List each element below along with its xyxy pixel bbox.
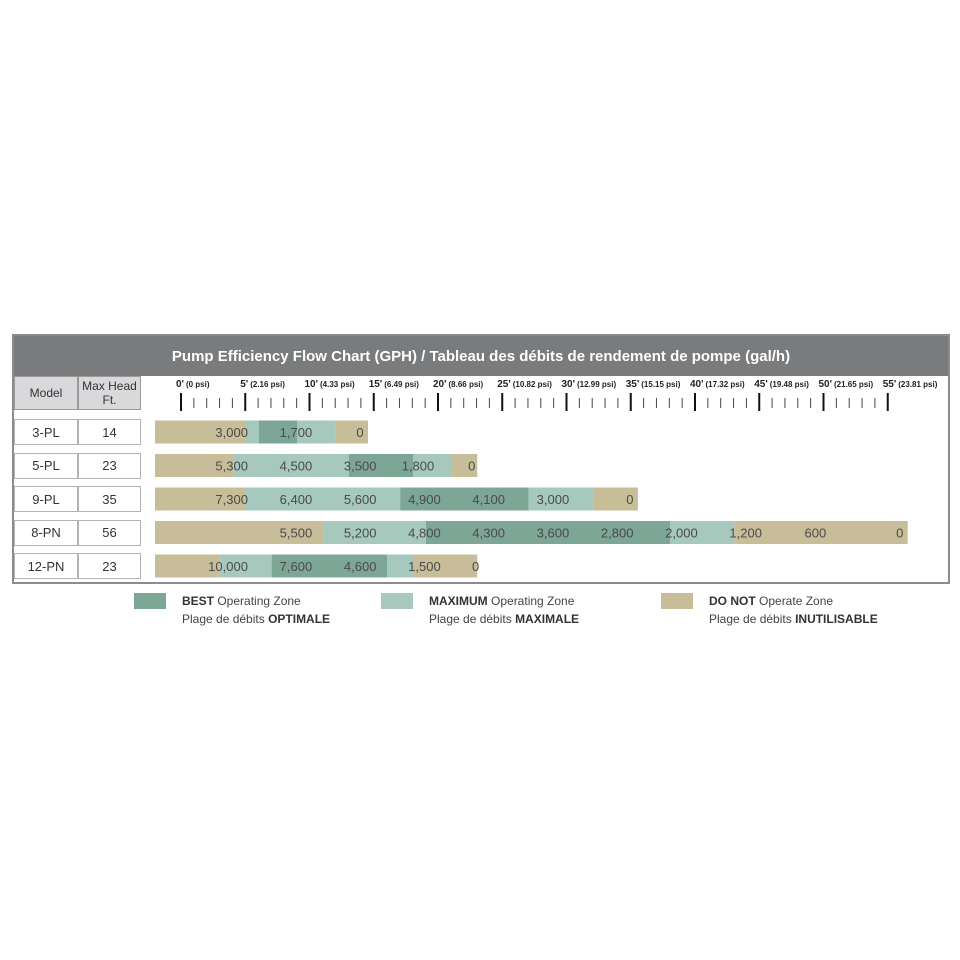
- axis-tick-psi: (19.48 psi): [769, 380, 809, 389]
- axis-tick-psi: (12.99 psi): [577, 380, 617, 389]
- axis-tick-psi: (10.82 psi): [512, 380, 552, 389]
- flow-value-label: 3,600: [536, 525, 570, 541]
- flow-value-label: 0: [356, 425, 364, 440]
- model-cell: 5-PL: [14, 453, 78, 479]
- axis-tick-label: [176, 379, 210, 390]
- axis-tick-label: [305, 379, 356, 390]
- axis-tick-feet: 45': [754, 379, 768, 390]
- axis-tick-feet: 15': [368, 379, 383, 390]
- axis-tick-label: [562, 379, 617, 390]
- flow-value-label: 0: [896, 525, 904, 541]
- legend-swatch: [134, 593, 166, 609]
- header-max-head: Max Head Ft.: [78, 376, 141, 410]
- max-head-cell: 14: [78, 419, 141, 445]
- legend-item-maximum: [381, 592, 579, 628]
- flow-value-label: 0: [472, 559, 480, 574]
- flow-value-label: 4,800: [408, 525, 441, 541]
- flow-value-label: 5,200: [343, 525, 377, 541]
- flow-value-label: 5,300: [215, 458, 248, 474]
- axis-tick-feet: 55': [882, 379, 897, 390]
- axis-tick-label: [754, 379, 809, 390]
- axis-tick-psi: (23.81 psi): [898, 380, 938, 389]
- flow-value-label: 4,300: [472, 525, 505, 541]
- legend: [0, 592, 960, 632]
- flow-value-label: 3,000: [215, 425, 248, 440]
- chart-svg: [14, 336, 948, 582]
- model-cell: 9-PL: [14, 486, 78, 512]
- flow-value-label: 1,500: [408, 559, 441, 574]
- legend-line-fr: Plage de débits INUTILISABLE: [709, 612, 878, 626]
- flow-value-label: 5,600: [343, 492, 377, 507]
- legend-text: [182, 592, 330, 628]
- model-cell: 3-PL: [14, 419, 78, 445]
- chart-title: Pump Efficiency Flow Chart (GPH) / Tableau des débits de rendement de pompe (gal/h): [171, 347, 791, 365]
- axis-tick-psi: (2.16 psi): [250, 380, 285, 389]
- axis-tick-label: [883, 379, 938, 390]
- axis-tick-feet: 20': [433, 379, 447, 390]
- legend-swatch: [661, 593, 693, 609]
- legend-item-do-not: [661, 592, 878, 628]
- axis-tick-psi: (4.33 psi): [320, 380, 355, 389]
- axis-tick-feet: 10': [304, 379, 319, 390]
- axis-tick-psi: (15.15 psi): [641, 380, 681, 389]
- flow-value-label: 3,500: [343, 458, 377, 474]
- legend-emphasis: BEST: [182, 594, 215, 608]
- legend-emphasis: MAXIMUM: [429, 594, 488, 608]
- axis-tick-label: [240, 379, 285, 390]
- legend-line-fr: Plage de débits MAXIMALE: [429, 612, 580, 626]
- flow-value-label: 5,500: [279, 525, 313, 541]
- legend-text: [429, 592, 579, 628]
- axis-tick-label: [626, 379, 681, 390]
- legend-emphasis: DO NOT: [709, 594, 756, 608]
- flow-value-label: 600: [804, 525, 827, 541]
- model-cell: 8-PN: [14, 520, 78, 546]
- flow-value-label: 4,600: [343, 559, 377, 574]
- legend-swatch: [381, 593, 413, 609]
- axis-tick-label: [690, 379, 745, 390]
- flow-value-label: 7,600: [279, 559, 313, 574]
- legend-line-en: DO NOT Operate Zone: [709, 594, 834, 608]
- flow-value-label: 2,000: [665, 525, 698, 541]
- axis-tick-feet: 0': [176, 379, 184, 390]
- legend-emphasis: MAXIMALE: [515, 612, 580, 626]
- model-cell: 12-PN: [14, 553, 78, 579]
- axis-tick-feet: 25': [497, 379, 511, 390]
- axis-tick-label: [369, 379, 420, 390]
- axis-tick-feet: 50': [818, 379, 833, 390]
- flow-value-label: 4,100: [472, 492, 505, 507]
- flow-value-label: 0: [626, 492, 634, 507]
- zone-segment-maximum: [246, 488, 400, 511]
- max-head-cell: 56: [78, 520, 141, 546]
- flow-value-label: 1,700: [279, 425, 313, 440]
- flow-value-label: 4,900: [408, 492, 441, 507]
- max-head-cell: 35: [78, 486, 141, 512]
- axis-tick-psi: (21.65 psi): [834, 380, 874, 389]
- legend-line-en: MAXIMUM Operating Zone: [429, 594, 575, 608]
- axis-tick-psi: (0 psi): [185, 380, 210, 389]
- axis-tick-feet: 30': [561, 379, 576, 390]
- flow-value-label: 7,300: [215, 492, 248, 507]
- legend-line-en: BEST Operating Zone: [182, 594, 301, 608]
- axis-tick-psi: (17.32 psi): [705, 380, 745, 389]
- flow-value-label: 0: [468, 458, 476, 474]
- flow-value-label: 6,400: [279, 492, 313, 507]
- axis-tick-label: [819, 379, 874, 390]
- flow-value-label: 3,000: [536, 492, 570, 507]
- flow-value-label: 1,200: [729, 525, 762, 541]
- axis-tick-psi: (6.49 psi): [384, 380, 419, 389]
- legend-item-best: [134, 592, 330, 628]
- flow-value-label: 2,800: [600, 525, 634, 541]
- max-head-cell: 23: [78, 453, 141, 479]
- axis-tick-feet: 40': [690, 379, 704, 390]
- legend-emphasis: OPTIMALE: [268, 612, 331, 626]
- header-model: Model: [14, 376, 78, 410]
- axis-tick-psi: (8.66 psi): [448, 380, 484, 389]
- flow-value-label: 1,800: [401, 458, 435, 474]
- flow-chart-panel: [12, 334, 950, 584]
- flow-value-label: 4,500: [279, 458, 313, 474]
- max-head-cell: 23: [78, 553, 141, 579]
- axis-tick-feet: 35': [625, 379, 640, 390]
- axis-tick-feet: 5': [240, 379, 249, 390]
- legend-emphasis: INUTILISABLE: [795, 612, 878, 626]
- axis-tick-label: [433, 379, 484, 390]
- legend-line-fr: Plage de débits OPTIMALE: [182, 612, 331, 626]
- legend-text: [709, 592, 878, 628]
- axis-tick-label: [497, 379, 552, 390]
- flow-value-label: 10,000: [208, 559, 248, 574]
